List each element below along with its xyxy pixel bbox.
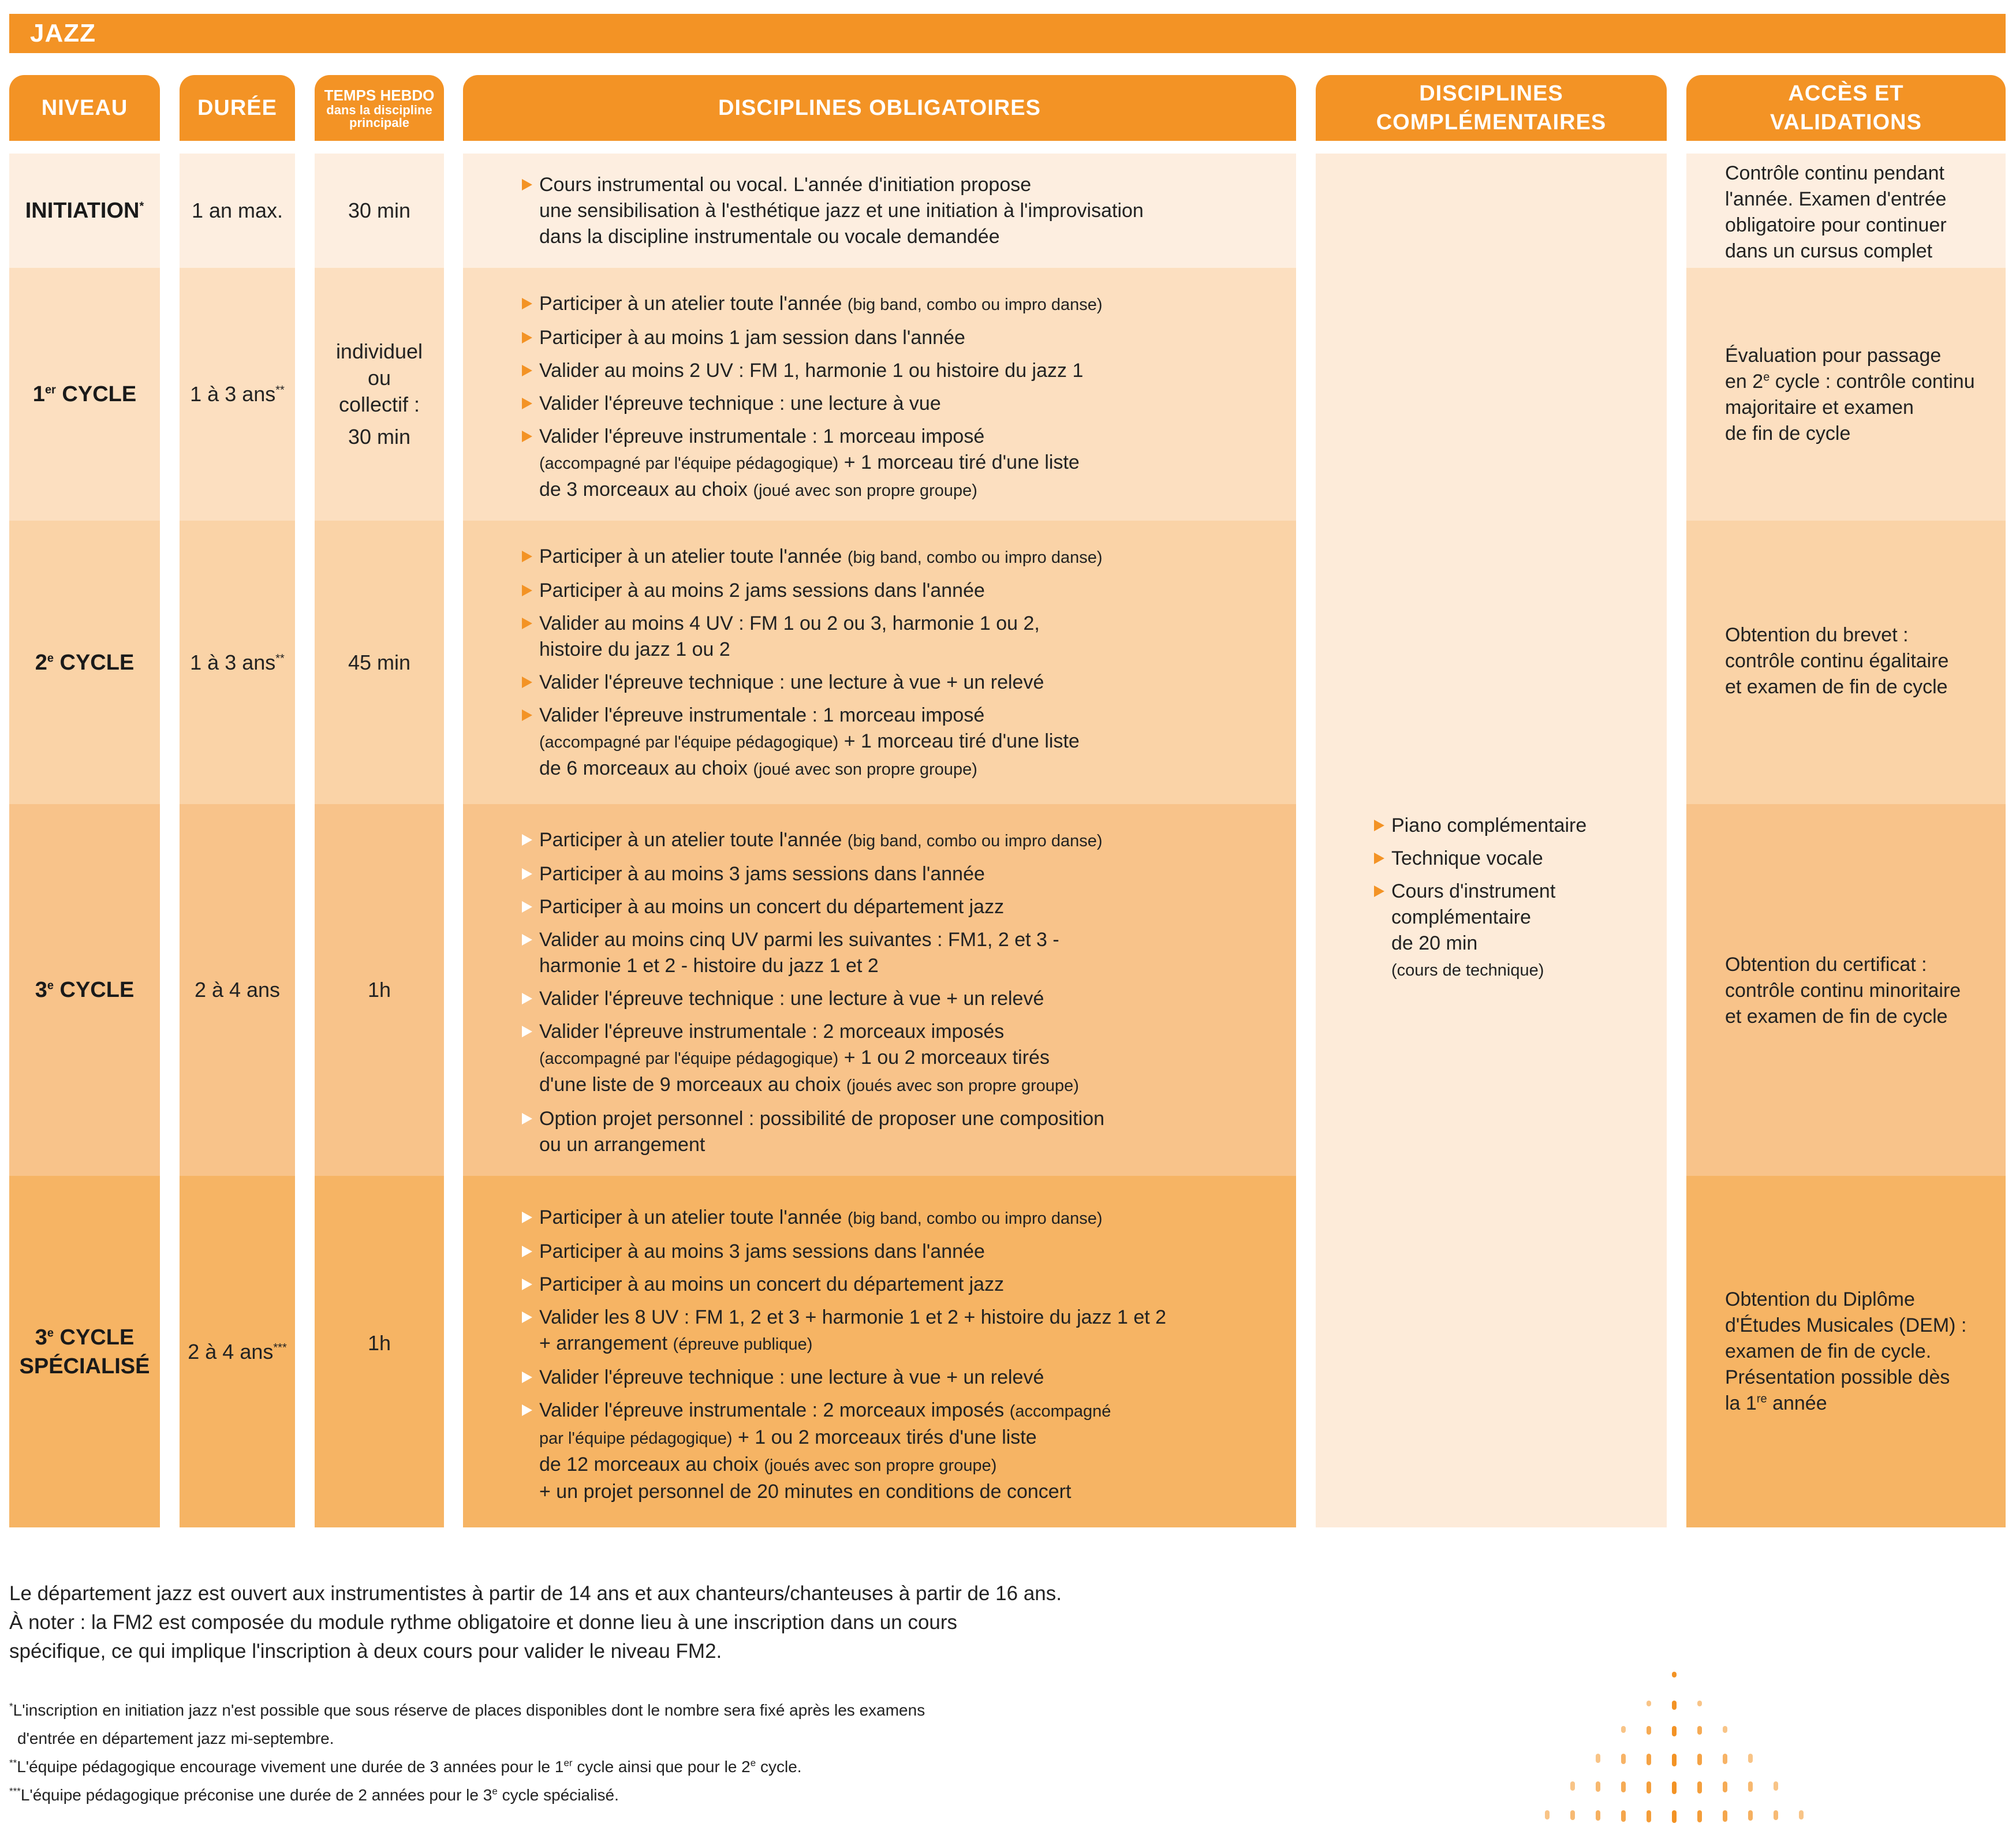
footnotes [9, 1696, 1337, 1809]
row-initiation-niveau [9, 154, 160, 268]
item-text: Valider les 8 UV : FM 1, 2 et 3 + harmonie 1 et 2 + histoire du jazz 1 et 2 [539, 1306, 1167, 1328]
header-obligatoires-label: DISCIPLINES OBLIGATOIRES [718, 96, 1041, 120]
item-note: (accompagné par l'équipe pédagogique) [539, 733, 839, 752]
footnote-mark: *** [9, 1785, 21, 1797]
acces-line: Présentation possible dès [1725, 1366, 1950, 1388]
duree-sup: ** [275, 652, 285, 665]
item-note: (accompagné [1009, 1402, 1111, 1421]
temps-label: 30 min [348, 199, 411, 222]
item-text: Valider l'épreuve technique : une lecture à vue [539, 393, 941, 414]
item-note: (big band, combo ou impro danse) [847, 1209, 1103, 1228]
item-text: Participer à au moins 3 jams sessions dans l'année [539, 863, 985, 885]
footer-line: Le département jazz est ouvert aux instrumentistes à partir de 14 ans et aux chanteurs/chanteuses à partir de 16 ans. [9, 1582, 1062, 1605]
item-text: Valider l'épreuve instrumentale : 1 morceau imposé [539, 425, 985, 447]
footnote-1 [9, 1696, 1337, 1724]
row-cycle1-acces [1686, 268, 2006, 521]
row-cycle3-temps [315, 804, 444, 1176]
obligatoires-list [521, 291, 1296, 504]
item-text: Participer à au moins 1 jam session dans l'année [539, 327, 965, 349]
header-acces-l2: VALIDATIONS [1770, 110, 1922, 134]
temps-line: individuel [335, 339, 423, 363]
dot [1774, 1781, 1778, 1791]
row-cycle1-obligatoires [463, 268, 1296, 521]
item-text: Valider l'épreuve instrumentale : 2 morceaux imposés [539, 1399, 1005, 1421]
footer-line: À noter : la FM2 est composée du module rythme obligatoire et donne lieu à une inscription dans un cours [9, 1611, 958, 1634]
dot [1697, 1701, 1702, 1706]
item-text: de 6 morceaux au choix [539, 757, 748, 779]
dot [1748, 1810, 1753, 1821]
temps-line: ou [367, 366, 391, 390]
dot [1697, 1781, 1702, 1794]
acces-sup: re [1756, 1392, 1767, 1406]
list-item [521, 424, 1296, 504]
duree-label: 2 à 4 ans [194, 978, 281, 1002]
item-text: harmonie 1 et 2 - histoire du jazz 1 et 2 [539, 955, 879, 977]
item-note: par l'équipe pédagogique) [539, 1429, 733, 1448]
duree-label: 2 à 4 ans [188, 1339, 274, 1363]
dot [1672, 1726, 1677, 1736]
footnote-sup: e [492, 1785, 498, 1797]
header-complementaires-l2: COMPLÉMENTAIRES [1376, 110, 1607, 134]
item-note: (épreuve publique) [673, 1335, 813, 1354]
row-cycle3-specialise-duree [180, 1176, 295, 1527]
dot [1647, 1726, 1651, 1735]
temps-line: 30 min [348, 425, 411, 449]
acces-sup: e [1763, 371, 1770, 384]
dot [1774, 1810, 1778, 1820]
duree-label: 1 an max. [191, 199, 283, 222]
item-text: Participer à au moins un concert du département jazz [539, 896, 1005, 918]
header-temps-label: TEMPS HEBDO [324, 87, 435, 104]
list-item [521, 1398, 1296, 1505]
item-text: Valider l'épreuve technique : une lecture à vue + un relevé [539, 1366, 1044, 1388]
list-item [521, 827, 1296, 854]
item-text: Valider l'épreuve instrumentale : 2 morceaux imposés [539, 1021, 1005, 1043]
header-temps-sub1: dans la discipline [326, 103, 432, 117]
niveau-rest: CYCLE [53, 978, 135, 1002]
dot [1621, 1781, 1626, 1792]
row-cycle3-duree [180, 804, 295, 1176]
dot [1647, 1781, 1651, 1794]
list-item [521, 1305, 1296, 1358]
acces-line: majoritaire et examen [1725, 397, 1914, 419]
item-note: (joués avec son propre groupe) [846, 1077, 1079, 1095]
dot [1697, 1754, 1702, 1765]
list-item [521, 1019, 1296, 1099]
row-cycle3-specialise-niveau [9, 1176, 160, 1527]
item-text: Participer à un atelier toute l'année [539, 546, 842, 567]
item-text: Participer à un atelier toute l'année [539, 1206, 842, 1228]
row-initiation-duree [180, 154, 295, 268]
acces-line: Obtention du Diplôme [1725, 1288, 1915, 1310]
header-acces [1686, 75, 2006, 141]
item-text: + 1 ou 2 morceaux tirés d'une liste [737, 1426, 1037, 1448]
list-item [521, 578, 1296, 604]
list-item [521, 986, 1296, 1012]
header-temps [315, 75, 444, 141]
list-item [521, 391, 1296, 417]
footnote-text: cycle ainsi que pour le 2 [572, 1758, 751, 1776]
header-temps-sub2: principale [349, 115, 409, 130]
row-cycle1-temps [315, 268, 444, 521]
dot [1799, 1810, 1804, 1819]
dot [1723, 1810, 1727, 1822]
item-text: Valider au moins 4 UV : FM 1 ou 2 ou 3, harmonie 1 ou 2, [539, 612, 1040, 634]
dot [1596, 1754, 1600, 1763]
list-item [521, 670, 1296, 696]
acces-line [1725, 1391, 2006, 1417]
footnote-text: cycle. [756, 1758, 802, 1776]
acces-line: contrôle continu égalitaire [1725, 650, 1949, 672]
dot [1647, 1754, 1651, 1765]
footnote-2 [9, 1753, 1337, 1781]
acces-line: l'année. Examen d'entrée [1725, 188, 1947, 210]
list-item [521, 611, 1296, 663]
dot [1697, 1726, 1702, 1735]
temps-label: 1h [367, 978, 391, 1002]
footnote-sup: er [563, 1757, 573, 1769]
item-text: Cours d'instrument [1391, 880, 1556, 902]
item-text: complémentaire [1391, 906, 1531, 928]
list-item [521, 703, 1296, 783]
footer-line: spécifique, ce qui implique l'inscription à deux cours pour valider le niveau FM2. [9, 1640, 722, 1662]
row-initiation-complementaires [1316, 154, 1667, 268]
acces-text: cycle : contrôle continu [1769, 371, 1975, 393]
complementaires-list [1373, 813, 1662, 984]
dot-pattern-icon [1524, 1668, 1824, 1827]
row-cycle2-niveau [9, 521, 160, 804]
item-text: Valider l'épreuve technique : une lecture à vue + un relevé [539, 988, 1044, 1010]
row-cycle3-niveau [9, 804, 160, 1176]
item-text: histoire du jazz 1 ou 2 [539, 638, 730, 660]
obligatoires-list [521, 1205, 1296, 1505]
dot [1723, 1754, 1727, 1764]
item-text: de 3 morceaux au choix [539, 479, 748, 500]
acces-text: année [1767, 1392, 1827, 1414]
row-cycle3-obligatoires [463, 804, 1296, 1176]
dot [1570, 1810, 1575, 1820]
dot [1723, 1726, 1727, 1733]
dot [1697, 1810, 1702, 1822]
list-item [521, 927, 1296, 979]
row-cycle2-temps [315, 521, 444, 804]
footnote-mark: * [9, 1701, 13, 1712]
row-initiation-acces [1686, 154, 2006, 268]
item-text: une sensibilisation à l'esthétique jazz et une initiation à l'improvisation [539, 200, 1144, 222]
row-cycle1-niveau [9, 268, 160, 521]
footnote-text: cycle spécialisé. [497, 1786, 619, 1804]
list-item [521, 544, 1296, 571]
header-niveau-label: NIVEAU [41, 96, 128, 120]
row-cycle1-duree [180, 268, 295, 521]
item-text: de 20 min [1391, 932, 1478, 954]
niveau-sup: * [139, 200, 144, 213]
row-initiation-obligatoires [463, 154, 1296, 268]
row-cycle3-specialise-acces [1686, 1176, 2006, 1527]
section-title: JAZZ [30, 19, 96, 47]
niveau-label: 3 [35, 1325, 47, 1350]
footnote-3 [9, 1781, 1337, 1809]
item-text: Technique vocale [1391, 847, 1543, 869]
header-acces-l1: ACCÈS ET [1788, 81, 1904, 106]
niveau-label: INITIATION [25, 199, 140, 223]
footnote-sup: e [750, 1757, 756, 1769]
section-title-bar [9, 14, 2006, 53]
footer-text [9, 1579, 1337, 1666]
item-text: Valider au moins 2 UV : FM 1, harmonie 1 ou histoire du jazz 1 [539, 360, 1084, 382]
temps-label: 45 min [348, 650, 411, 674]
complementaires-content [1373, 813, 1662, 984]
row-cycle3-acces [1686, 804, 2006, 1176]
niveau-rest: CYCLE [53, 1325, 135, 1350]
item-text: + 1 morceau tiré d'une liste [843, 451, 1080, 473]
row-cycle2-obligatoires [463, 521, 1296, 804]
list-item [521, 172, 1296, 250]
list-item [521, 894, 1296, 920]
item-text: de 12 morceaux au choix [539, 1454, 759, 1475]
acces-line: dans un cursus complet [1725, 240, 1933, 262]
row-initiation-temps [315, 154, 444, 268]
dot [1672, 1754, 1677, 1766]
row-cycle3-specialise-obligatoires [463, 1176, 1296, 1527]
acces-line: Obtention du brevet : [1725, 624, 1909, 646]
list-item [521, 325, 1296, 351]
acces-text: la 1 [1725, 1392, 1757, 1414]
acces-line: Évaluation pour passage [1725, 345, 1942, 367]
niveau-sup: e [47, 1326, 54, 1339]
dot [1723, 1781, 1727, 1792]
row-cycle3-specialise-temps [315, 1176, 444, 1527]
header-duree-label: DURÉE [197, 96, 278, 120]
header-complementaires [1316, 75, 1667, 141]
header-obligatoires [463, 75, 1296, 141]
dot [1672, 1810, 1677, 1823]
item-text: + un projet personnel de 20 minutes en conditions de concert [539, 1481, 1072, 1503]
niveau-sup: er [44, 383, 56, 397]
item-text: Piano complémentaire [1391, 815, 1587, 836]
temps-line: collectif : [338, 393, 420, 416]
item-note: (big band, combo ou impro danse) [847, 296, 1103, 314]
item-text: Participer à au moins 3 jams sessions dans l'année [539, 1241, 985, 1262]
item-text: Participer à un atelier toute l'année [539, 293, 842, 315]
dot [1621, 1754, 1626, 1764]
row-cycle3-specialise-complementaires [1316, 1176, 1667, 1527]
row-cycle1-complementaires [1316, 268, 1667, 521]
acces-line: de fin de cycle [1725, 423, 1851, 444]
acces-line: examen de fin de cycle. [1725, 1340, 1932, 1362]
item-text: + 1 morceau tiré d'une liste [843, 730, 1080, 752]
niveau-label: 1 [32, 382, 45, 406]
acces-line [1725, 369, 2006, 395]
item-text: Participer à un atelier toute l'année [539, 829, 842, 851]
header-niveau [9, 75, 160, 141]
acces-line: obligatoire pour continuer [1725, 214, 1947, 236]
item-text: dans la discipline instrumentale ou vocale demandée [539, 226, 1000, 248]
niveau-label: 3 [35, 978, 47, 1002]
list-item [521, 1106, 1296, 1158]
header-complementaires-l1: DISCIPLINES [1419, 81, 1563, 106]
duree-sup: *** [273, 1341, 287, 1354]
dot [1748, 1754, 1753, 1763]
list-item [1373, 813, 1662, 839]
item-text: d'une liste de 9 morceaux au choix [539, 1074, 841, 1096]
list-item [521, 861, 1296, 887]
item-note: (cours de technique) [1391, 961, 1544, 980]
acces-line: et examen de fin de cycle [1725, 676, 1948, 698]
niveau-rest: CYCLE [55, 382, 137, 406]
dot [1545, 1810, 1550, 1819]
footnote-mark: ** [9, 1757, 17, 1769]
obligatoires-list [521, 544, 1296, 783]
acces-line: Obtention du certificat : [1725, 954, 1927, 976]
footnote-text: d'entrée en département jazz mi-septembre. [17, 1729, 334, 1747]
dot [1672, 1701, 1677, 1710]
item-note: (accompagné par l'équipe pédagogique) [539, 454, 839, 473]
item-note: (joués avec son propre groupe) [764, 1456, 997, 1475]
list-item [521, 1365, 1296, 1391]
dot [1647, 1701, 1651, 1706]
acces-line: contrôle continu minoritaire [1725, 980, 1961, 1002]
niveau-sup: e [47, 979, 54, 992]
item-note: (big band, combo ou impro danse) [847, 832, 1103, 850]
temps-label: 1h [367, 1331, 391, 1355]
dot [1748, 1781, 1753, 1792]
item-text: Option projet personnel : possibilité de proposer une composition [539, 1108, 1105, 1130]
niveau-line2: SPÉCIALISÉ [19, 1354, 150, 1378]
dot [1672, 1672, 1677, 1677]
item-note: (joué avec son propre groupe) [753, 760, 977, 779]
list-item [521, 291, 1296, 318]
acces-text: en 2 [1725, 371, 1764, 393]
list-item [521, 1239, 1296, 1265]
footnote-text: L'inscription en initiation jazz n'est possible que sous réserve de places disponibles dont le nombre sera fixé après les examens [13, 1701, 925, 1719]
item-text: ou un arrangement [539, 1134, 705, 1156]
dot [1621, 1810, 1626, 1822]
list-item [1373, 846, 1662, 872]
acces-line: Contrôle continu pendant [1725, 162, 1944, 184]
duree-label: 1 à 3 ans [190, 382, 276, 406]
obligatoires-list [521, 827, 1296, 1158]
item-text: Valider l'épreuve technique : une lecture à vue + un relevé [539, 671, 1044, 693]
dot [1596, 1781, 1600, 1792]
dot [1621, 1726, 1626, 1733]
list-item [521, 358, 1296, 384]
dot [1672, 1781, 1677, 1794]
item-text: Valider au moins cinq UV parmi les suivantes : FM1, 2 et 3 - [539, 929, 1059, 951]
item-note: (accompagné par l'équipe pédagogique) [539, 1049, 839, 1068]
list-item [521, 1272, 1296, 1298]
niveau-sup: e [47, 651, 54, 664]
niveau-label: 2 [35, 650, 47, 675]
acces-line: d'Études Musicales (DEM) : [1725, 1314, 1967, 1336]
item-text: Valider l'épreuve instrumentale : 1 morceau imposé [539, 704, 985, 726]
item-text: Participer à au moins 2 jams sessions dans l'année [539, 580, 985, 601]
row-cycle2-complementaires [1316, 521, 1667, 804]
item-text: + arrangement [539, 1332, 668, 1354]
dot [1570, 1781, 1575, 1791]
item-text: Cours instrumental ou vocal. L'année d'initiation propose [539, 174, 1032, 196]
duree-label: 1 à 3 ans [190, 650, 276, 674]
list-item [521, 1205, 1296, 1232]
dot [1596, 1810, 1600, 1821]
duree-sup: ** [275, 384, 285, 397]
header-duree [180, 75, 295, 141]
obligatoires-list [521, 172, 1296, 250]
niveau-rest: CYCLE [53, 650, 135, 675]
row-cycle2-duree [180, 521, 295, 804]
dot [1647, 1810, 1651, 1822]
item-note: (big band, combo ou impro danse) [847, 548, 1103, 567]
acces-line: et examen de fin de cycle [1725, 1006, 1948, 1028]
item-note: (joué avec son propre groupe) [753, 481, 977, 500]
list-item [1373, 879, 1662, 984]
item-text: + 1 ou 2 morceaux tirés [843, 1047, 1050, 1068]
footnote-text: L'équipe pédagogique préconise une durée de 2 années pour le 3 [20, 1786, 492, 1804]
item-text: Participer à au moins un concert du département jazz [539, 1273, 1005, 1295]
footnote-text: L'équipe pédagogique encourage vivement une durée de 3 années pour le 1 [17, 1758, 564, 1776]
row-cycle2-acces [1686, 521, 2006, 804]
